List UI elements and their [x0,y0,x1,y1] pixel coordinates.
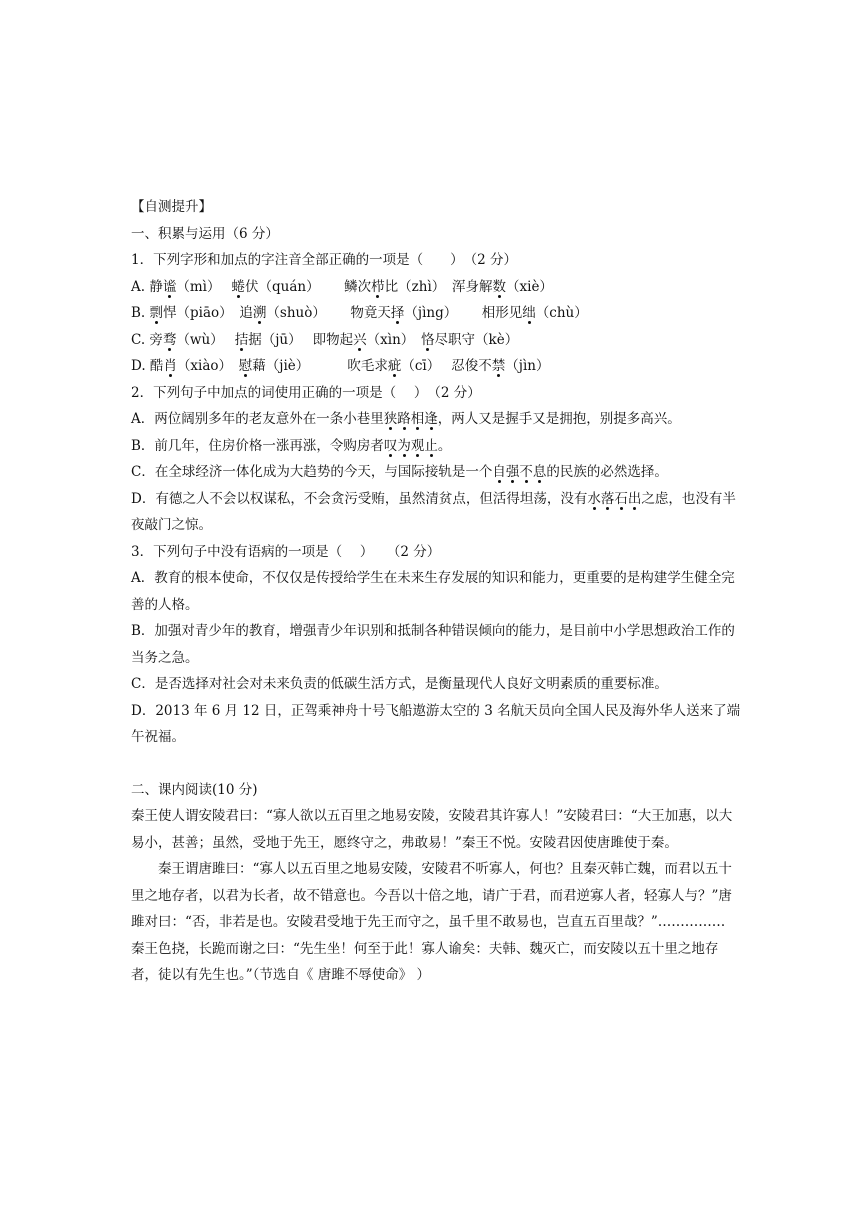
q2-option-d: D．有德之人不会以权谋私，不会贪污受贿，虽然清贫点，但活得坦荡，没有水落石出之虑，也没有半夜敲门之惊。 [131,490,736,533]
dotted-char: 栉 [371,278,385,295]
q2-option-c: C．在全球经济一体化成为大趋势的今天，与国际接轨是一个自强不息的民族的必然选择。 [131,464,668,480]
q1-option-c: C. 旁骛（wù） 拮据（jū） 即物起兴（xìn） 恪尽职守（kè） [131,331,519,348]
dotted-char: 拮 [234,331,249,348]
section2-title: 二、课内阅读(10 分) [131,781,258,798]
dotted-phrase [384,438,438,454]
q3-stem: 3．下列句子中没有语病的一项是（ ） （2 分） [131,543,441,560]
dotted-char: 相 [410,411,425,427]
dotted-char: 出 [627,490,642,507]
dotted-phrase [384,411,438,427]
q1-option-b: B. 剽悍（piāo） 追溯（shuò） 物竟天择（jìng） 相形见绌（chù） [131,305,588,321]
dotted-char: 蜷 [231,278,246,295]
q1-option-d: D. 酷肖（xiào） 慰藉（jiè） 吹毛求疵（cī） 忍俊不禁（jìn） [131,358,550,374]
q2-stem: 2．下列句子中加点的词使用正确的一项是（ ） （2 分） [131,384,481,401]
dotted-char: 骛 [162,331,177,348]
dotted-char: 石 [614,490,628,507]
q2-option-b: B．前几年，住房价格一涨再涨，令购房者叹为观止。 [131,437,452,454]
dotted-char: 狭 [383,411,398,427]
q1-option-a: A. 静谧（mì） 蜷伏（quán） 鳞次栉比（zhì） 浑身解数（xiè） [131,278,553,295]
dotted-char: 慰 [238,358,253,374]
spacer [131,751,743,777]
q3-option-c: C．是否选择对社会对未来负责的低碳生活方式，是衡量现代人良好文明素质的重要标准。 [131,676,668,692]
dotted-char: 自 [492,464,506,480]
dotted-char: 观 [410,437,425,454]
q3-option-a: A．教育的根本使命，不仅仅是传授给学生在未来生存发展的知识和能力，更重要的是构建学生健全完善的人格。 [131,570,735,613]
dotted-char: 绌 [522,305,536,321]
reading-paragraph-2: 秦王谓唐雎曰：“寡人以五百里之地易安陵，安陵君不听寡人，何也？且秦灭韩亡魏，而君以五十里之地存者，以君为长者，故不错意也。今吾以十倍之地，请广于君，而君逆寡人者，轻寡人与？”唐雎对曰：“否，非若是也。安陵君受地于先王而守之，虽千里不敢易也，岂直五百里哉？”…………… [131,861,732,930]
dotted-char: 疵 [387,358,402,374]
section1-title: 一、积累与运用（6 分） [131,225,279,242]
q3-option-b: B．加强对青少年的教育，增强青少年识别和抵制各种错误倾向的能力，是目前中小学思想政治工作的当务之急。 [131,623,735,666]
reading-paragraph-3: 秦王色挠，长跪而谢之曰：“先生坐！何至于此！寡人谕矣：夫韩、魏灭亡，而安陵以五十里之地存者，徒以有先生也。”（节选自《 唐雎不辱使命》 ） [131,940,719,983]
reading-paragraph-1: 秦王使人谓安陵君曰：“寡人欲以五百里之地易安陵，安陵君其许寡人！”安陵君曰：“大王加惠，以大易小，甚善；虽然，受地于先王，愿终守之，弗敢易！”秦王不悦。安陵君因使唐雎使于秦。 [131,808,733,851]
dotted-char: 兴 [353,331,367,348]
dotted-char: 禁 [491,358,506,374]
q2-option-a: A．两位阔别多年的老友意外在一条小巷里狭路相逢，两人又是握手又是拥抱，别提多高兴。 [131,411,681,427]
dotted-char: 水 [587,490,601,507]
dotted-char: 落 [600,490,615,507]
dotted-char: 不 [519,464,533,480]
dotted-char: 逢 [424,411,438,427]
dotted-char: 剽 [149,305,164,321]
dotted-char: 谧 [162,278,177,295]
dotted-char: 数 [492,278,507,295]
dotted-phrase [492,464,546,480]
dotted-phrase [587,491,641,507]
q1-stem: 1．下列字形和加点的字注音全部正确的一项是（ ） （2 分） [131,252,517,268]
dotted-char: 肖 [163,358,177,374]
dotted-char: 溯 [252,305,267,321]
document-body [131,194,743,989]
dotted-char: 路 [397,411,411,427]
dotted-char: 止 [424,437,438,454]
dotted-char: 恪 [421,331,435,348]
dotted-char: 息 [532,464,547,480]
dotted-char: 为 [397,437,411,454]
section-heading: 【自测提升】 [131,199,212,215]
dotted-char: 强 [505,464,520,480]
dotted-char: 叹 [383,437,398,454]
q3-option-d: D．2013 年 6 月 12 日，正驾乘神舟十号飞船遨游太空的 3 名航天员向全国人民及海外华人送来了端午祝福。 [131,702,741,745]
dotted-char: 择 [390,305,405,321]
